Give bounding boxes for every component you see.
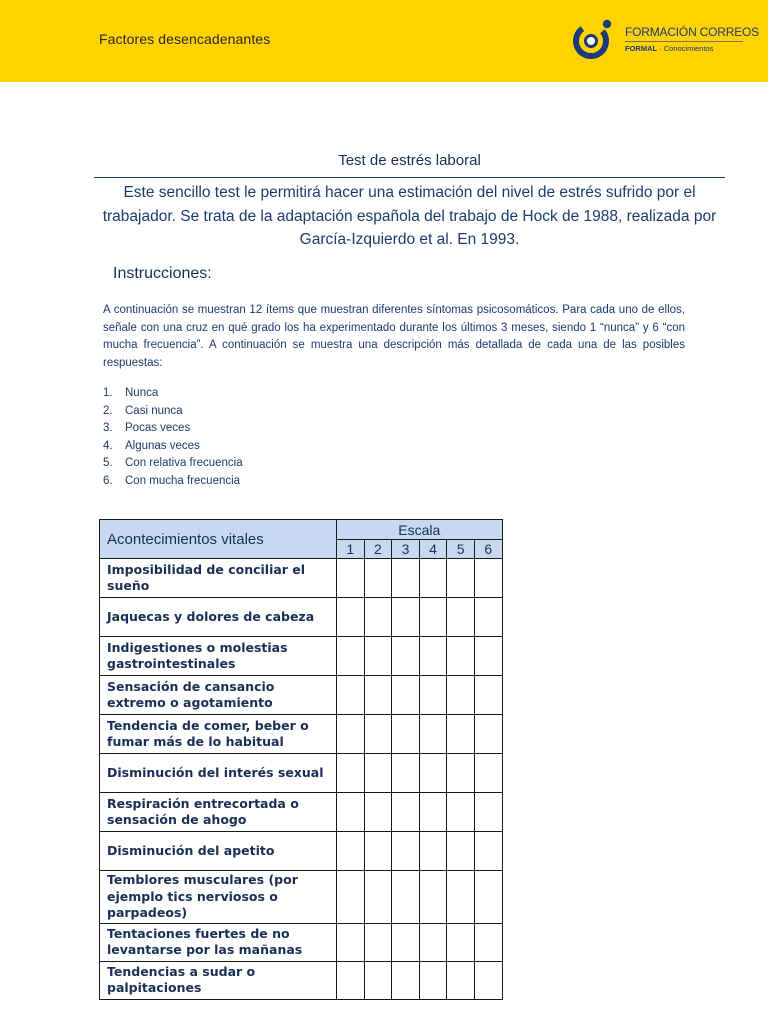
scale-value-header: 2 [364,540,392,559]
correos-logo-icon [570,16,616,62]
table-row [100,559,503,598]
symptom-label: Sensación de cansancio extremo o agotamiento [100,676,337,715]
answer-option-number: 5. [103,457,113,469]
answer-mark-cell[interactable] [392,637,420,676]
table-row [100,793,503,832]
answer-mark-cell[interactable] [337,637,365,676]
answer-mark-cell[interactable] [364,923,392,961]
answer-mark-cell[interactable] [474,715,502,754]
answer-mark-cell[interactable] [447,871,475,924]
brand-divider [625,41,743,42]
answer-mark-cell[interactable] [392,715,420,754]
scale-value-header: 1 [337,540,365,559]
answer-mark-cell[interactable] [419,832,447,871]
answer-mark-cell[interactable] [474,637,502,676]
answer-mark-cell[interactable] [447,598,475,637]
intro-paragraph: Este sencillo test le permitirá hacer una estimación del nivel de estrés sufrido por el trabajador. Se trata de la adaptación española del trabajo de Hock de 1988, realizada por García-Izquierdo et al. En 1993. [102,184,717,248]
answer-mark-cell[interactable] [419,559,447,598]
brand-sub-rest: · Conocimientos [659,44,714,53]
brand-subtitle [625,44,713,53]
answer-mark-cell[interactable] [447,637,475,676]
stress-test-table [99,519,503,1000]
answer-option-number: 3. [103,422,113,434]
symptom-label: Disminución del apetito [100,832,337,871]
answer-mark-cell[interactable] [337,923,365,961]
answer-mark-cell[interactable] [364,715,392,754]
answer-mark-cell[interactable] [392,961,420,999]
test-title: Test de estrés laboral [338,152,481,169]
answer-mark-cell[interactable] [474,793,502,832]
answer-mark-cell[interactable] [392,832,420,871]
answer-mark-cell[interactable] [419,793,447,832]
answer-mark-cell[interactable] [392,676,420,715]
answer-option-number: 1. [103,387,113,399]
answer-mark-cell[interactable] [392,559,420,598]
answer-option [103,455,243,473]
symptom-label: Respiración entrecortada o sensación de ahogo [100,793,337,832]
symptom-label: Indigestiones o molestias gastrointestinales [100,637,337,676]
answer-mark-cell[interactable] [419,637,447,676]
answer-mark-cell[interactable] [364,961,392,999]
answer-mark-cell[interactable] [447,793,475,832]
answer-mark-cell[interactable] [447,832,475,871]
answer-option [103,420,243,438]
answer-mark-cell[interactable] [392,754,420,793]
answer-mark-cell[interactable] [474,832,502,871]
answer-mark-cell[interactable] [364,676,392,715]
table-row [100,923,503,961]
answer-mark-cell[interactable] [419,871,447,924]
answer-mark-cell[interactable] [474,871,502,924]
answer-option-number: 2. [103,404,113,417]
answer-mark-cell[interactable] [392,923,420,961]
answer-mark-cell[interactable] [337,559,365,598]
answer-mark-cell[interactable] [447,923,475,961]
table-row [100,754,503,793]
answer-mark-cell[interactable] [474,676,502,715]
answer-mark-cell[interactable] [337,598,365,637]
answer-mark-cell[interactable] [364,793,392,832]
symptom-label: Tendencias a sudar o palpitaciones [100,961,337,999]
symptom-label: Tentaciones fuertes de no levantarse por las mañanas [100,923,337,961]
column-header-scale: Escala [337,520,503,540]
symptom-label: Imposibilidad de conciliar el sueño [100,559,337,598]
instructions-paragraph: A continuación se muestran 12 ítems que muestran diferentes síntomas psicosomáticos. Para cada uno de ellos, señale con una cruz en qué grado los ha experimentado durante los últimos 3 meses, siendo 1 “nunca” y 6 “con mucha frecuencia”. A continuación se muestra una descripción más detallada de cada una de las posibles respuestas: [103,304,685,369]
answer-mark-cell[interactable] [447,559,475,598]
answer-mark-cell[interactable] [419,715,447,754]
answer-mark-cell[interactable] [419,754,447,793]
table-row [100,598,503,637]
answer-mark-cell[interactable] [447,754,475,793]
answer-mark-cell[interactable] [337,871,365,924]
answer-mark-cell[interactable] [474,961,502,999]
answer-option-label: Pocas veces [125,422,191,434]
table-row [100,832,503,871]
answer-option-label: Con mucha frecuencia [125,474,241,487]
answer-mark-cell[interactable] [392,871,420,924]
scale-value-header: 3 [392,540,420,559]
title-divider [94,177,725,178]
answer-mark-cell[interactable] [419,961,447,999]
page-header [0,0,768,82]
symptom-label: Tendencia de comer, beber o fumar más de lo habitual [100,715,337,754]
answer-mark-cell[interactable] [419,923,447,961]
symptom-label: Disminución del interés sexual [100,754,337,793]
answer-mark-cell[interactable] [474,598,502,637]
answer-mark-cell[interactable] [392,793,420,832]
answer-mark-cell[interactable] [474,923,502,961]
answer-option-label: Nunca [125,387,159,399]
table-row [100,676,503,715]
symptom-label: Temblores musculares (por ejemplo tics nerviosos o parpadeos) [100,871,337,924]
answer-options-list [103,385,243,490]
answer-mark-cell[interactable] [337,961,365,999]
answer-mark-cell[interactable] [447,676,475,715]
table-row [100,871,503,924]
answer-mark-cell[interactable] [474,559,502,598]
table-row [100,637,503,676]
instructions-heading: Instrucciones: [113,265,212,282]
answer-mark-cell[interactable] [337,754,365,793]
section-title: Factores desencadenantes [99,31,271,47]
answer-mark-cell[interactable] [364,832,392,871]
answer-option [103,438,243,456]
answer-mark-cell[interactable] [447,961,475,999]
brand-sub-bold: FORMAL [625,44,658,53]
answer-mark-cell[interactable] [337,676,365,715]
answer-mark-cell[interactable] [337,793,365,832]
answer-mark-cell[interactable] [364,559,392,598]
answer-mark-cell[interactable] [364,754,392,793]
answer-option-label: Casi nunca [125,404,183,417]
answer-option [103,473,243,491]
answer-mark-cell[interactable] [364,598,392,637]
brand-name: FORMACIÓN CORREOS [625,25,759,39]
answer-mark-cell[interactable] [447,715,475,754]
answer-option-number: 6. [103,474,113,487]
answer-mark-cell[interactable] [419,676,447,715]
scale-value-header: 5 [447,540,475,559]
scale-value-header: 4 [419,540,447,559]
answer-option [103,403,243,421]
column-header-events: Acontecimientos vitales [100,520,337,559]
answer-mark-cell[interactable] [364,871,392,924]
table-row [100,715,503,754]
answer-mark-cell[interactable] [364,637,392,676]
symptom-label: Jaquecas y dolores de cabeza [100,598,337,637]
scale-value-header: 6 [474,540,502,559]
answer-mark-cell[interactable] [392,598,420,637]
answer-mark-cell[interactable] [337,715,365,754]
answer-option [103,385,243,403]
answer-option-label: Con relativa frecuencia [125,457,243,469]
answer-mark-cell[interactable] [474,754,502,793]
answer-option-label: Algunas veces [125,439,200,452]
answer-mark-cell[interactable] [419,598,447,637]
table-row [100,961,503,999]
answer-option-number: 4. [103,439,113,452]
answer-mark-cell[interactable] [337,832,365,871]
